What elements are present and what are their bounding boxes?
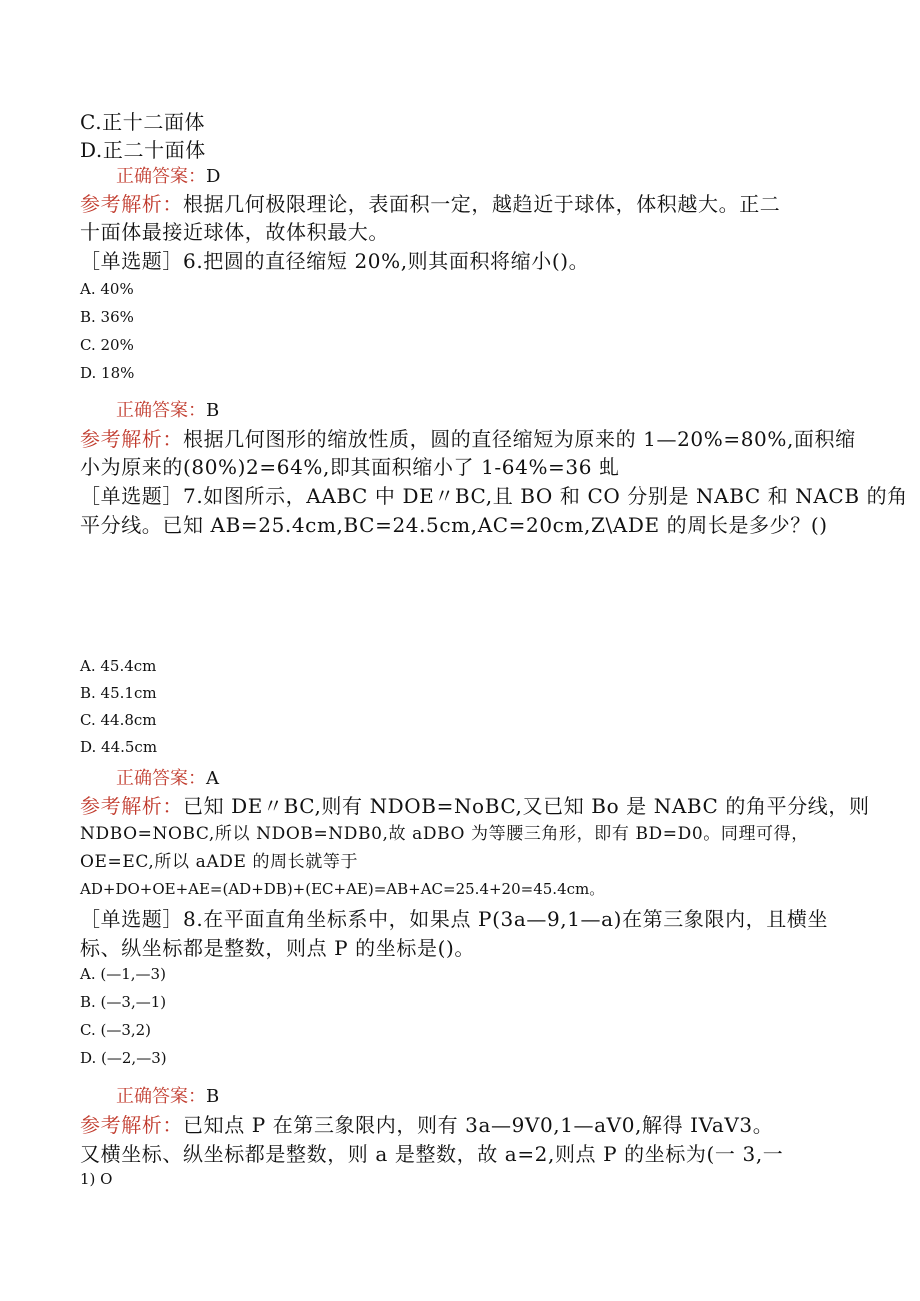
explanation-text: 已知点 P 在第三象限内，则有 3a—9V0,1—aV0,解得 IVaV3。: [183, 1113, 774, 1137]
q8-option-b: B. (—3,—1): [80, 993, 167, 1011]
q8-option-a: A. (—1,—3): [80, 965, 166, 983]
q5-answer: [116, 162, 220, 188]
q7-explanation-line: AD+DO+OE+AE=(AD+DB)+(EC+AE)=AB+AC=25.4+20=45.4cm。: [80, 880, 605, 898]
q7-explanation-line: NDBO=NOBC,所以 NDOB=NDB0,故 aDBO 为等腰三角形，即有 BD=D0。同理可得，: [80, 824, 809, 844]
answer-value: D: [206, 166, 221, 187]
q7-option-a: A. 45.4cm: [80, 657, 157, 675]
q7-explanation-line: [80, 790, 870, 819]
q8-explanation-line: [80, 1109, 773, 1138]
q7-option-b: B. 45.1cm: [80, 684, 157, 702]
q6-explanation-line: 小为原来的(80%)2=64%,即其面积缩小了 1-64%=36 虬: [80, 455, 620, 479]
answer-label: 正确答案：: [116, 768, 206, 789]
q8-explanation-line: 又横坐标、纵坐标都是整数，则 a 是整数，故 a=2,则点 P 的坐标为(一 3,一: [80, 1142, 784, 1166]
q5-option-c: C.正十二面体: [80, 110, 206, 134]
q7-option-c: C. 44.8cm: [80, 711, 157, 729]
explanation-label: 参考解析：: [80, 794, 183, 818]
q8-answer: [116, 1082, 219, 1108]
q5-explanation-line: [80, 188, 780, 217]
q8-stem: 标、纵坐标都是整数，则点 P 的坐标是()。: [80, 936, 475, 960]
q8-option-c: C. (—3,2): [80, 1021, 152, 1039]
q7-stem: ［单选题］7.如图所示，AABC 中 DE〃BC,且 BO 和 CO 分别是 NABC 和 NACB 的角: [80, 484, 908, 508]
q5-option-d: D.正二十面体: [80, 138, 206, 162]
q7-stem: 平分线。已知 AB=25.4cm,BC=24.5cm,AC=20cm,Z\ADE 的周长是多少？(): [80, 513, 828, 537]
q6-option-d: D. 18%: [80, 364, 135, 382]
answer-label: 正确答案：: [116, 166, 206, 187]
q7-explanation-line: OE=EC,所以 aADE 的周长就等于: [80, 852, 359, 872]
answer-value: A: [206, 768, 219, 789]
explanation-label: 参考解析：: [80, 1113, 183, 1137]
q6-explanation-line: [80, 423, 856, 452]
q7-option-d: D. 44.5cm: [80, 738, 158, 756]
q8-explanation-line: 1) O: [80, 1170, 113, 1188]
q6-answer: [116, 396, 219, 422]
explanation-label: 参考解析：: [80, 192, 183, 216]
explanation-text: 根据几何图形的缩放性质，圆的直径缩短为原来的 1—20%=80%,面积缩: [183, 427, 856, 451]
q6-option-b: B. 36%: [80, 308, 134, 326]
answer-value: B: [206, 1086, 220, 1107]
answer-label: 正确答案：: [116, 1086, 206, 1107]
explanation-label: 参考解析：: [80, 427, 183, 451]
q6-stem: ［单选题］6.把圆的直径缩短 20%,则其面积将缩小()。: [80, 249, 590, 273]
explanation-text: 已知 DE〃BC,则有 NDOB=NoBC,又已知 Bo 是 NABC 的角平分线，则: [183, 794, 870, 818]
q6-option-c: C. 20%: [80, 336, 134, 354]
q7-answer: [116, 764, 219, 790]
q8-option-d: D. (—2,—3): [80, 1049, 167, 1067]
answer-value: B: [206, 400, 220, 421]
explanation-text: 根据几何极限理论，表面积一定，越趋近于球体，体积越大。正二: [183, 192, 781, 216]
q8-stem: ［单选题］8.在平面直角坐标系中，如果点 P(3a—9,1—a)在第三象限内，且横坐: [80, 907, 829, 931]
q5-explanation-line: 十面体最接近球体，故体积最大。: [80, 220, 389, 244]
answer-label: 正确答案：: [116, 400, 206, 421]
q6-option-a: A. 40%: [80, 280, 134, 298]
